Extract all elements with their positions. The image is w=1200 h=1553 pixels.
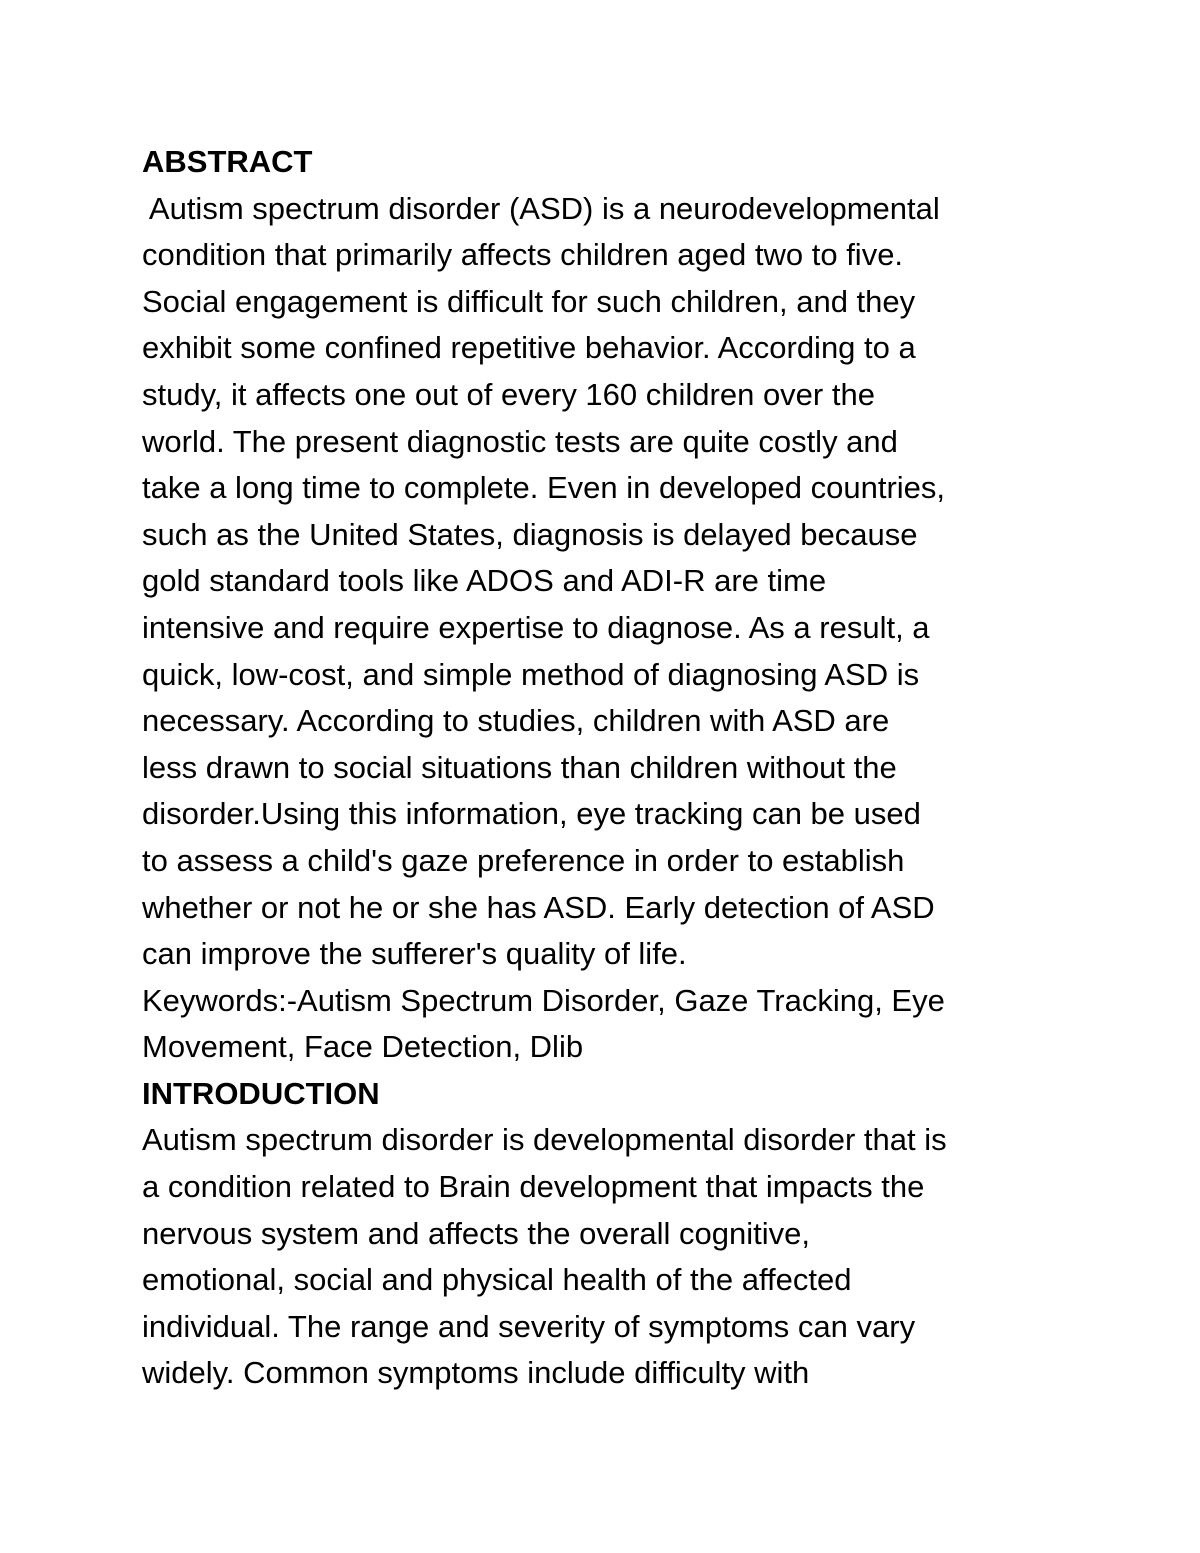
abstract-line: study, it affects one out of every 160 children over the (142, 376, 875, 412)
abstract-line: can improve the sufferer's quality of life. (142, 936, 687, 972)
abstract-line: world. The present diagnostic tests are quite costly and (142, 423, 898, 459)
keywords-line: Keywords:-Autism Spectrum Disorder, Gaze Tracking, Eye (142, 982, 945, 1018)
abstract-line: take a long time to complete. Even in developed countries, (142, 470, 946, 506)
abstract-line: intensive and require expertise to diagnose. As a result, a (142, 609, 930, 645)
introduction-line: individual. The range and severity of symptoms can vary (142, 1308, 916, 1344)
abstract-line: Social engagement is difficult for such children, and they (142, 283, 916, 319)
introduction-line: widely. Common symptoms include difficulty with (142, 1355, 810, 1391)
abstract-line: to assess a child's gaze preference in order to establish (142, 842, 905, 878)
abstract-paragraph (142, 186, 1072, 978)
abstract-line: less drawn to social situations than children without the (142, 749, 897, 785)
introduction-heading: INTRODUCTION (142, 1075, 380, 1111)
abstract-line: condition that primarily affects children aged two to five. (142, 237, 904, 273)
document-body (142, 139, 1072, 1397)
abstract-heading: ABSTRACT (142, 144, 313, 179)
abstract-line: gold standard tools like ADOS and ADI-R are time (142, 563, 827, 599)
abstract-line: quick, low-cost, and simple method of diagnosing ASD is (142, 656, 920, 692)
abstract-line: Autism spectrum disorder (ASD) is a neurodevelopmental (142, 190, 940, 226)
abstract-line: disorder.Using this information, eye tracking can be used (142, 796, 921, 832)
keywords-paragraph (142, 978, 1072, 1071)
abstract-line: whether or not he or she has ASD. Early detection of ASD (142, 889, 935, 925)
introduction-line: nervous system and affects the overall cognitive, (142, 1215, 810, 1251)
introduction-line: Autism spectrum disorder is developmental disorder that is (142, 1122, 947, 1158)
keywords-line: Movement, Face Detection, Dlib (142, 1029, 584, 1065)
abstract-line: necessary. According to studies, children with ASD are (142, 703, 890, 739)
introduction-line: a condition related to Brain development that impacts the (142, 1169, 925, 1205)
abstract-line: such as the United States, diagnosis is delayed because (142, 516, 918, 552)
introduction-paragraph (142, 1117, 1072, 1397)
introduction-line: emotional, social and physical health of the affected (142, 1262, 852, 1298)
abstract-line: exhibit some confined repetitive behavior. According to a (142, 330, 916, 366)
